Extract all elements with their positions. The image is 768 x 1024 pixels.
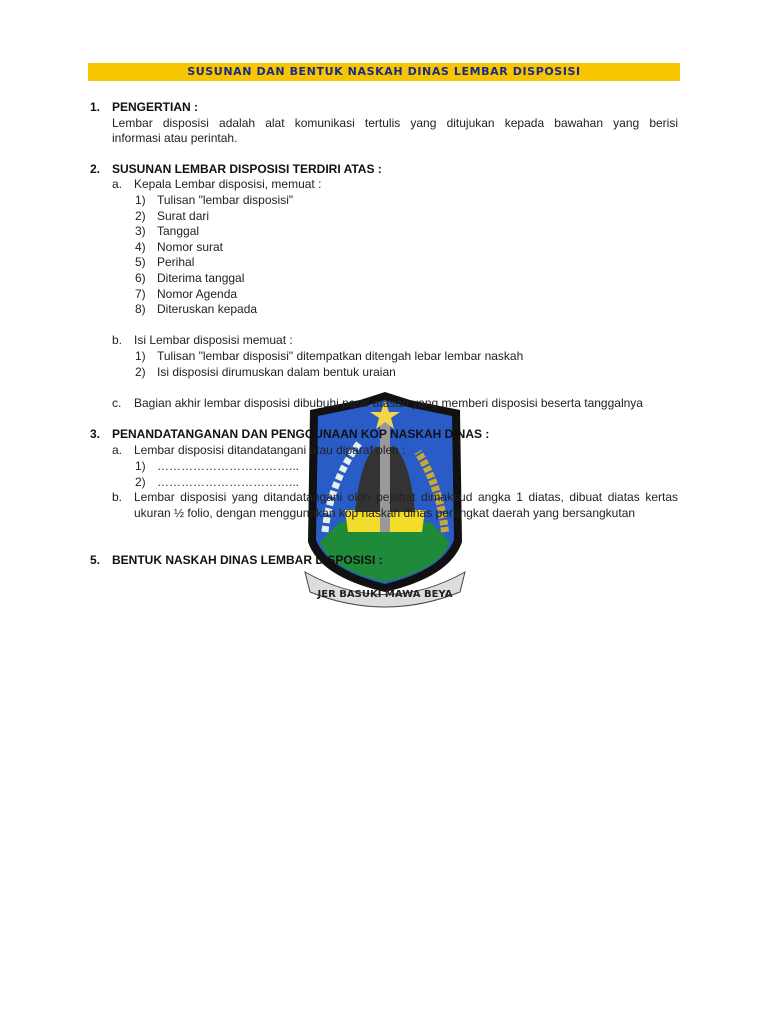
list-item-text: Perihal xyxy=(157,255,195,270)
section-2c-text: Bagian akhir lembar disposisi dibubuhi paraf atasan yang memberi disposisi beserta tanggalnya xyxy=(134,396,643,410)
list-item-text: ……………………………... xyxy=(157,474,300,489)
list-item-number: 2) xyxy=(135,208,146,223)
list-item-number: 2) xyxy=(135,474,146,489)
section-3b-text-line1: Lembar disposisi yang ditandatangani oleh pejabat dimaksud angka 1 diatas, dibuat diatas kertas xyxy=(134,490,678,504)
section-1-number: 1. xyxy=(90,100,101,114)
list-item-text: Nomor surat xyxy=(157,239,224,254)
list-item-number: 7) xyxy=(135,286,146,301)
title-bar xyxy=(88,63,680,81)
section-2a-letter: a. xyxy=(112,177,123,191)
list-item-text: Tanggal xyxy=(157,224,200,239)
section-1-text-line1: Lembar disposisi adalah alat komunikasi tertulis yang ditujukan kepada bawahan yang berisi xyxy=(112,116,678,130)
section-5-heading: BENTUK NASKAH DINAS LEMBAR DISPOSISI : xyxy=(112,553,383,567)
section-2b-text: Isi Lembar disposisi memuat : xyxy=(134,333,293,347)
list-item-text: Tulisan "lembar disposisi" ditempatkan ditengah lebar lembar naskah xyxy=(157,349,524,363)
list-item-text: ……………………………... xyxy=(157,459,300,473)
list-item-text: Isi disposisi dirumuskan dalam bentuk uraian xyxy=(157,364,396,379)
list-item-number: 1) xyxy=(135,459,146,473)
list-item-number: 1) xyxy=(135,349,146,363)
document-title: SUSUNAN DAN BENTUK NASKAH DINAS LEMBAR DISPOSISI xyxy=(187,65,581,78)
list-item-number: 1) xyxy=(135,193,146,207)
list-item-text: Diterima tanggal xyxy=(157,271,245,285)
list-item-number: 8) xyxy=(135,302,146,317)
section-3b-text-line2: ukuran ½ folio, dengan menggunakan kop naskah dinas perangkat daerah yang bersangkutan xyxy=(134,506,636,520)
list-item-number: 2) xyxy=(135,364,146,379)
emblem-motto: JER BASUKI MAWA BEYA xyxy=(317,589,453,600)
section-3b-letter: b. xyxy=(112,490,123,504)
section-3-number: 3. xyxy=(90,427,101,441)
section-2-heading: SUSUNAN LEMBAR DISPOSISI TERDIRI ATAS : xyxy=(112,162,382,176)
section-2b-letter: b. xyxy=(112,333,123,347)
section-2c-letter: c. xyxy=(112,396,122,410)
section-2a-text: Kepala Lembar disposisi, memuat : xyxy=(134,177,322,191)
section-3-heading: PENANDATANGANAN DAN PENGGUNAAN KOP NASKAH DINAS : xyxy=(112,427,490,441)
section-1-heading: PENGERTIAN : xyxy=(112,100,199,114)
list-item-number: 4) xyxy=(135,239,146,254)
list-item-number: 6) xyxy=(135,271,146,285)
list-item-text: Nomor Agenda xyxy=(157,286,238,301)
list-item-text: Surat dari xyxy=(157,208,210,223)
list-item-text: Diteruskan kepada xyxy=(157,302,258,317)
section-5-number: 5. xyxy=(90,553,101,567)
section-1-text-line2: informasi atau perintah. xyxy=(112,131,238,145)
list-item-number: 3) xyxy=(135,224,146,239)
list-item-number: 5) xyxy=(135,255,146,270)
section-3a-letter: a. xyxy=(112,443,123,457)
list-item-text: Tulisan "lembar disposisi" xyxy=(157,193,294,207)
section-2-number: 2. xyxy=(90,162,101,176)
section-3a-text: Lembar disposisi ditandatangani atau diparaf oleh : xyxy=(134,443,406,457)
